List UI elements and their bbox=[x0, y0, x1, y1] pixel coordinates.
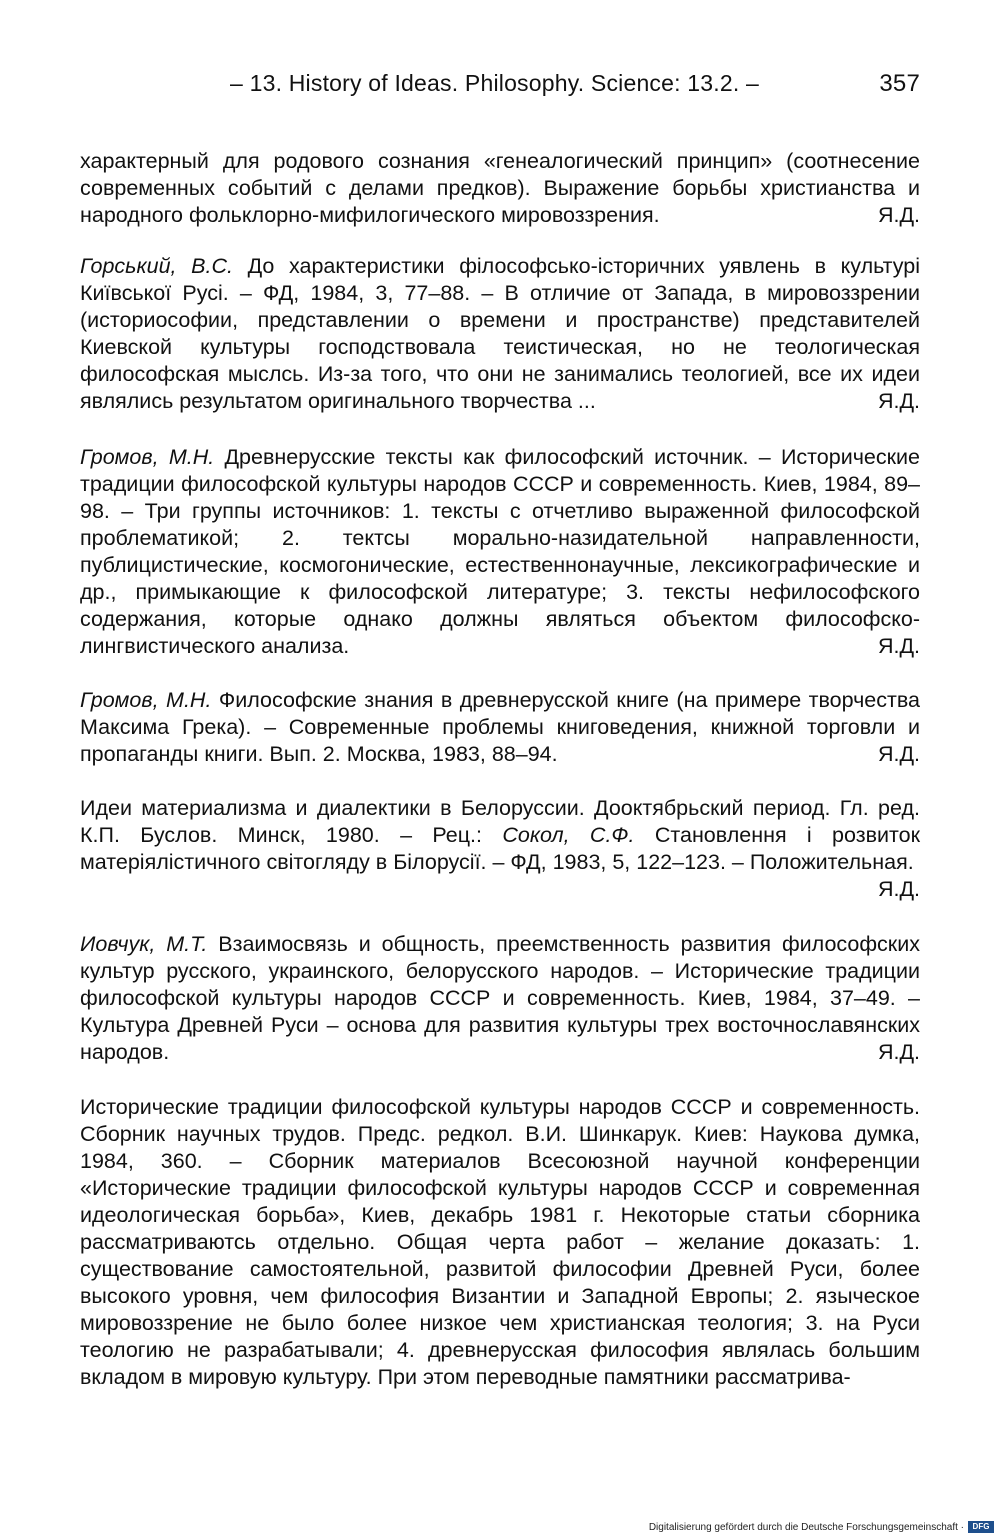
entry-text: Философские знания в древнерусской книге (на примере творчества Максима Грека). – Современные проблемы книговедения, книжной торговли и пропаганды книги. Вып. 2. Москва, 1983, 88–94. bbox=[80, 688, 920, 766]
running-header bbox=[80, 66, 920, 106]
entry-author: Громов, М.Н. bbox=[80, 688, 212, 712]
entry-signature: Я.Д. bbox=[877, 877, 920, 901]
entry-signature: Я.Д. bbox=[877, 742, 920, 766]
entry-text: Исторические традиции философской культуры народов СССР и современность. Сборник научных трудов. Предс. редкол. В.И. Шинкарук. Киев: Наукова думка, 1984, 360. – Сборник материалов Всесоюзной научной конференции «Исторические традиции философской культуры народов СССР и современная идеологическая борьба», Киев, декабрь 1981 г. Некоторые статьи сборника рассматриваютсь отдельно. Общая черта работ – желание доказать: 1. существование самостоятельной, развитой философии Древней Руси, более высокого уровня, чем философия Византии и Западной Европы; 2. языческое мировоззрение не было более низкое чем христианская теология; 3. на Руси теологию не разрабатывали; 4. древнерусская философия являлась большим вкладом в мировую культуру. При этом переводные памятники рассматрива- bbox=[80, 1095, 920, 1389]
entry-3 bbox=[80, 444, 920, 660]
entry-5 bbox=[80, 795, 920, 903]
entry-text: характерный для родового сознания «генеалогический принцип» (соотнесение современных событий с делами предков). Выражение борьбы христианства и народного фольклорно-мифилогического мировоззрения. bbox=[80, 149, 920, 227]
entry-author: Горський, В.С. bbox=[80, 254, 233, 278]
entry-reviewer: Сокол, С.Ф. bbox=[502, 823, 635, 847]
entry-2 bbox=[80, 253, 920, 415]
entry-signature: Я.Д. bbox=[877, 1040, 920, 1064]
entry-text: Становлення і розвиток матеріялістичного світогляду в Білорусії. – ФД, 1983, 5, 122–123. – Положительная. bbox=[80, 823, 920, 874]
entry-author: Громов, М.Н. bbox=[80, 445, 215, 469]
entry-4 bbox=[80, 687, 920, 768]
entry-6 bbox=[80, 931, 920, 1066]
entry-7 bbox=[80, 1094, 920, 1391]
dfg-logo-icon: DFG bbox=[968, 1521, 994, 1533]
entry-text: Взаимосвязь и общность, преемственность развития философских культур русского, украинского, белорусского народов. – Исторические традиции философской культуры народов СССР и современность. Киев, 1984, 37–49. – Культура Древней Руси – основа для развития культуры трех восточнославянских народов. bbox=[80, 932, 920, 1064]
entry-text-before: Идеи материализма и диалектики в Белоруссии. Дооктябрьский период. Гл. ред. К.П. Буслов. Минск, 1980. – Рец.: bbox=[80, 796, 920, 847]
entry-1 bbox=[80, 148, 920, 229]
footer-text: Digitalisierung gefördert durch die Deutsche Forschungsgemeinschaft · bbox=[648, 1521, 964, 1533]
entry-author: Иовчук, М.Т. bbox=[80, 932, 208, 956]
entry-signature: Я.Д. bbox=[877, 203, 920, 227]
entry-signature: Я.Д. bbox=[877, 634, 920, 658]
header-title: – 13. History of Ideas. Philosophy. Science: 13.2. – bbox=[230, 70, 760, 96]
entry-text: До характеристики філософсько-історичних уявлень в культурі Київської Русі. – ФД, 1984, 3, 77–88. – В отличие от Запада, в мировоззрении (историософии, представлении о времени и пространстве) представителей Киевской культуры господствовала теистическая, но не теологическая философская мыслсь. Из-за того, что они не занимались теологией, все их идеи являлись результатом оригинального творчества ... bbox=[80, 254, 920, 413]
entry-signature: Я.Д. bbox=[877, 389, 920, 413]
page-number: 357 bbox=[879, 70, 920, 97]
digitization-footer bbox=[649, 1521, 994, 1533]
entry-text: Древнерусские тексты как философский источник. – Исторические традиции философской культуры народов СССР и современность. Киев, 1984, 89–98. – Три группы источников: 1. тексты с отчетливо выраженной философской проблематикой; 2. тектсы морально-назидательной направленности, публицистические, космогонические, естественнонаучные, лексикографические и др., примыкающие к философской литературе; 3. тексты нефилософского содержания, которые однако должны являться объектом философско-лингвистического анализа. bbox=[80, 445, 920, 658]
